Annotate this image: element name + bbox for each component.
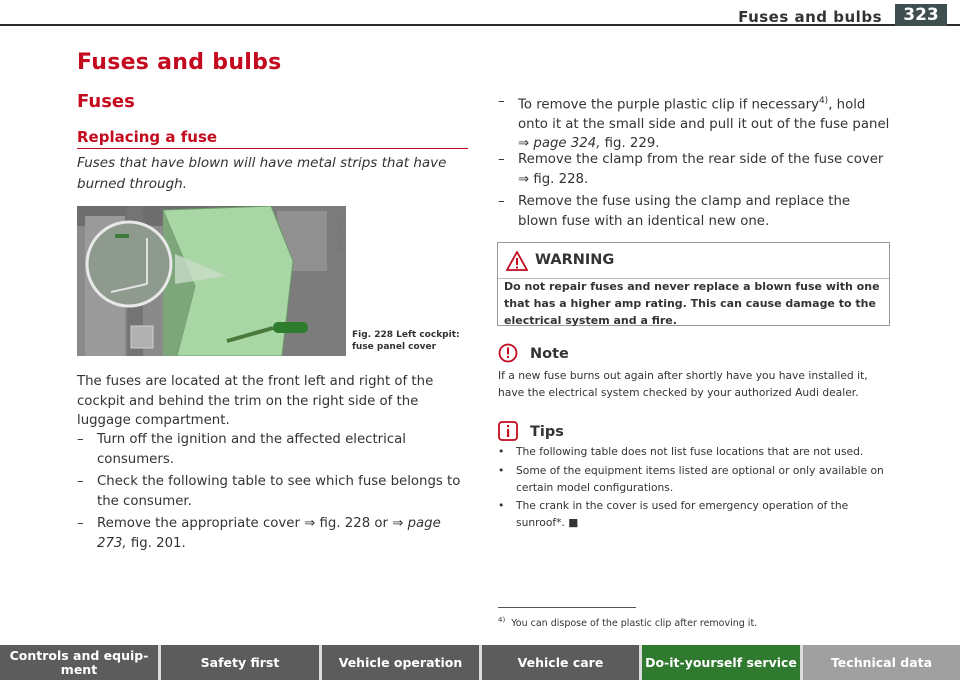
section-title: Fuses bbox=[77, 91, 135, 112]
subsection-rule bbox=[77, 148, 468, 149]
tip-item: • Some of the equipment items listed are optional or only available on certain model configurations. bbox=[498, 464, 884, 494]
footnote-marker: 4) bbox=[818, 96, 829, 106]
footnote-rule bbox=[498, 607, 636, 608]
figure-id: B8K-0696 bbox=[336, 218, 344, 252]
page-number-badge: 323 bbox=[895, 4, 947, 26]
chapter-title: Fuses and bulbs bbox=[77, 50, 282, 75]
warning-title: WARNING bbox=[535, 252, 615, 268]
step-item: – Remove the clamp from the rear side of the fuse cover ⇒ fig. 228. bbox=[498, 152, 884, 187]
page-reference-link[interactable]: page 324, bbox=[533, 136, 601, 152]
subsection-title: Replacing a fuse bbox=[77, 128, 218, 146]
fuse-panel-figure bbox=[77, 206, 346, 356]
figure-caption: Fig. 228 Left cockpit: fuse panel cover bbox=[352, 330, 460, 352]
footer-tab-care[interactable]: Vehicle care bbox=[482, 645, 639, 680]
note-exclamation-icon bbox=[498, 343, 518, 363]
step-item: – Turn off the ignition and the affected electrical consumers. bbox=[77, 432, 406, 467]
end-mark: ■ bbox=[568, 516, 579, 529]
tip-item: • The crank in the cover is used for emergency operation of the sunroof*. ■ bbox=[498, 499, 849, 529]
footer-tab-diy[interactable]: Do-it-yourself service bbox=[642, 645, 800, 680]
step-item: – Remove the fuse using the clamp and replace the blown fuse with an identical new one. bbox=[498, 194, 851, 229]
note-text: If a new fuse burns out again after shortly have you have installed it, have the electrical system checked by your authorized Audi dealer. bbox=[498, 369, 868, 399]
tips-title: Tips bbox=[530, 424, 564, 440]
note-title: Note bbox=[530, 346, 569, 362]
page-reference-link[interactable]: page 273, bbox=[97, 516, 441, 551]
footnote: $^{4)}$ You can dispose of the plastic clip after removing it. bbox=[498, 616, 758, 630]
footer-tab-controls[interactable]: Controls and equip-ment bbox=[0, 645, 158, 680]
footer-tab-technical[interactable]: Technical data bbox=[803, 645, 960, 680]
footer-tab-safety[interactable]: Safety first bbox=[161, 645, 319, 680]
step-item: – Check the following table to see which fuse belongs to the consumer. bbox=[77, 474, 461, 509]
warning-text: Do not repair fuses and never replace a blown fuse with one that has a higher amp rating. This can cause damage to the electrical system and a fire. bbox=[504, 280, 880, 327]
step-item: – Remove the appropriate cover ⇒ fig. 228 or ⇒ page 273, fig. 201. bbox=[77, 516, 441, 551]
warning-box bbox=[497, 242, 890, 326]
info-icon bbox=[498, 421, 518, 441]
footer-tab-operation[interactable]: Vehicle operation bbox=[322, 645, 479, 680]
body-paragraph: The fuses are located at the front left and right of the cockpit and behind the trim on the right side of the luggage compartment. bbox=[77, 374, 434, 428]
step-item: – To remove the purple plastic clip if necessary$^{4)}$, hold onto it at the small side and pull it out of the fuse panel ⇒ page 324, fig. 229. bbox=[498, 94, 890, 152]
intro-text: Fuses that have blown will have metal strips that have burned through. bbox=[77, 155, 447, 192]
running-header-title: Fuses and bulbs bbox=[738, 8, 882, 26]
warning-triangle-icon bbox=[506, 251, 528, 271]
tip-item: • The following table does not list fuse locations that are not used. bbox=[498, 445, 864, 458]
